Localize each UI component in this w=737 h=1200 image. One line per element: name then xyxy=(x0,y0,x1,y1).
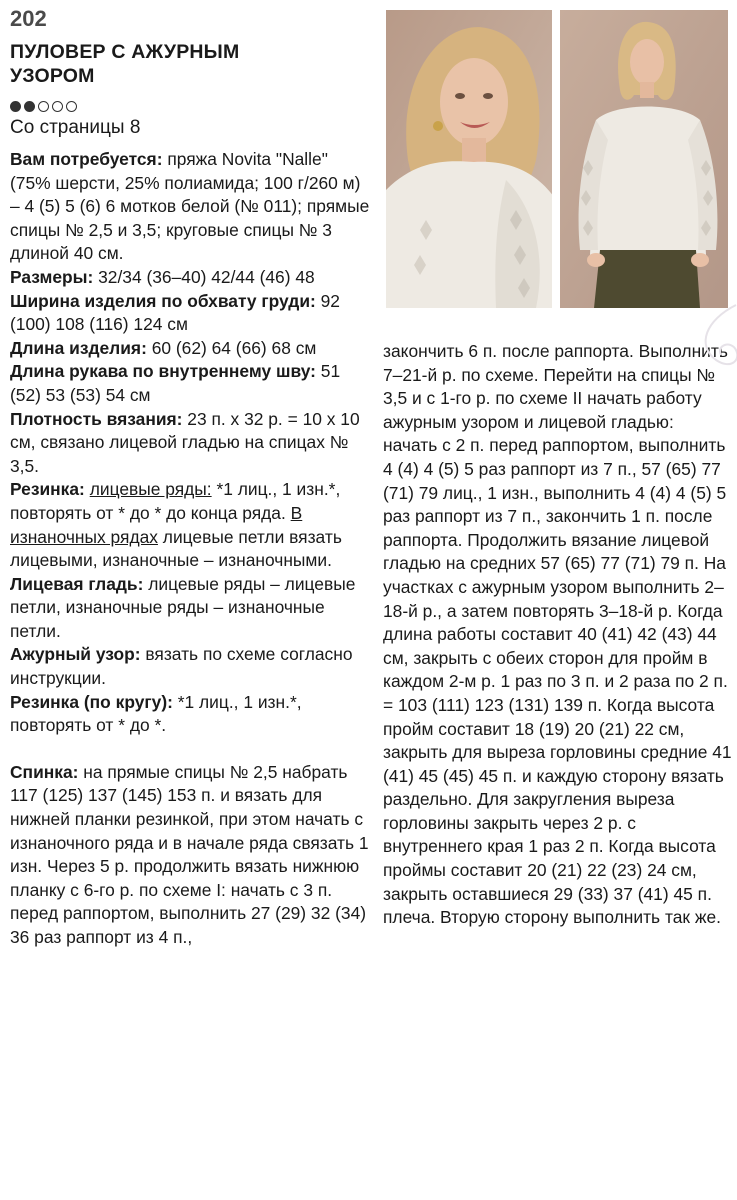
difficulty-dot-filled xyxy=(24,101,35,112)
difficulty-dot-empty xyxy=(52,101,63,112)
back-label: Спинка: xyxy=(10,761,79,782)
model-photo-full xyxy=(560,10,728,308)
chest-width-text: 92 (100) 108 (116) 124 см xyxy=(10,290,340,335)
difficulty-rating xyxy=(10,98,372,114)
gauge-label: Плотность вязания: xyxy=(10,408,183,429)
rib-round-label: Резинка (по кругу): xyxy=(10,691,173,712)
rib-text-2: лицевые петли вязать лицевыми, изнаночные – изнаночными. xyxy=(10,526,342,571)
difficulty-dot-empty xyxy=(66,101,77,112)
title-line-1: ПУЛОВЕР С АЖУРНЫМ xyxy=(10,41,240,63)
model-photo-closeup xyxy=(386,10,552,308)
from-page: Со страницы 8 xyxy=(10,117,141,138)
chest-width-label: Ширина изделия по обхвату груди: xyxy=(10,290,316,311)
sizes-text: 32/34 (36–40) 42/44 (46) 48 xyxy=(93,266,315,287)
gauge-text: 23 п. х 32 р. = 10 х 10 см, связано лицевой гладью на спицах № 3,5. xyxy=(10,408,360,476)
back-section xyxy=(10,762,369,947)
sleeve-length-label: Длина рукава по внутреннему шву: xyxy=(10,361,316,382)
rib-label: Резинка: xyxy=(10,479,85,500)
rib-wrong-side-rows: В изнаночных рядах xyxy=(10,502,303,547)
materials-text: пряжа Novita "Nalle" (75% шерсти, 25% полиамида; 100 г/260 м) – 4 (5) 5 (6) 6 мотков белой (№ 011); прямые спицы № 2,5 и 3,5; круговые спицы № 3 длиной 40 см. xyxy=(10,149,370,264)
pattern-title xyxy=(10,40,372,88)
difficulty-dot-empty xyxy=(38,101,49,112)
left-column xyxy=(10,6,372,950)
length-text: 60 (62) 64 (66) 68 см xyxy=(146,337,317,358)
length-label: Длина изделия: xyxy=(10,337,147,358)
stockinette-label: Лицевая гладь: xyxy=(10,573,144,594)
sizes-label: Размеры: xyxy=(10,266,94,287)
length-section xyxy=(10,338,316,358)
materials-label: Вам потребуется: xyxy=(10,149,163,169)
difficulty-dot-filled xyxy=(10,101,21,112)
stockinette-text: лицевые ряды – лицевые петли, изнаночные ряды – изнаночные петли. xyxy=(10,573,356,641)
lace-section xyxy=(10,644,353,688)
photos xyxy=(382,0,732,312)
title-line-2: УЗОРОМ xyxy=(10,65,95,87)
instructions-left xyxy=(10,148,372,950)
rib-round-section xyxy=(10,692,302,736)
watermark-swirl-icon xyxy=(686,300,737,380)
rib-round-text: *1 лиц., 1 изн.*, повторять от * до *. xyxy=(10,691,302,736)
sleeve-length-section xyxy=(10,361,340,405)
sleeve-length-text: 51 (52) 53 (53) 54 см xyxy=(10,361,341,405)
sizes-section xyxy=(10,267,315,287)
rib-section xyxy=(10,479,342,570)
lace-text: вязать по схеме согласно инструкции. xyxy=(10,644,353,689)
instructions-right: закончить 6 п. после раппорта. Выполнить 7–21-й р. по схеме. Перейти на спицы № 3,5 и с 1-го р. по схеме II начать работу ажурным узором и лицевой гладью: начать с 2 п. перед раппортом, выполнить 4 (4) 4 (5) 5 раз раппорт из 7 п., 57 (65) 77 (71) 79 лиц., 1 изн., выполнить 4 (4) 4 (5) 5 раз раппорт из 7 п., закончить 1 п. после раппорта. Продолжить вязание лицевой гладью на средних 57 (65) 77 (71) 79 п. На участках с ажурным узором выполнить 2–18-й р., а затем повторять 3–18-й р. Когда длина работы составит 40 (41) 42 (43) 44 см, закрыть с обеих сторон для пройм в каждом 2-м р. 1 раз по 3 п. и 2 раза по 2 п. = 103 (111) 123 (131) 139 п. Когда высота пройм составит 18 (19) 20 (21) 22 см, закрыть для выреза горловины средние 41 (41) 45 (45) 45 п. и каждую сторону вязать раздельно. Для закругления выреза горловины закрыть через 2 р. с внутреннего края 1 раз 2 п. Когда высота проймы составит 20 (21) 22 (23) 24 см, закрыть оставшиеся 29 (33) 37 (41) 45 п. плеча. Вторую сторону выполнить так же. xyxy=(383,341,732,928)
back-text: на прямые спицы № 2,5 набрать 117 (125) 137 (145) 153 п. и вязать для нижней планки резинкой, при этом начать с изнаночного ряда и в начале ряда связать 1 изн. Через 5 р. продолжить вязать нижнюю планку с 6-го р. по схеме I: начать с 3 п. перед раппортом, выполнить 27 (29) 32 (34) 36 раз раппорт из 4 п., xyxy=(10,761,369,947)
stockinette-section xyxy=(10,574,355,641)
rib-text-1: *1 лиц., 1 изн.*, повторять от * до * до конца ряда. xyxy=(10,479,341,523)
materials-section xyxy=(10,149,369,263)
rib-right-side-rows: лицевые ряды: xyxy=(89,479,212,500)
chest-width-section xyxy=(10,291,340,335)
gauge-section xyxy=(10,409,360,476)
lace-label: Ажурный узор: xyxy=(10,644,141,665)
right-column xyxy=(382,0,732,930)
page-number: 202 xyxy=(10,6,47,31)
